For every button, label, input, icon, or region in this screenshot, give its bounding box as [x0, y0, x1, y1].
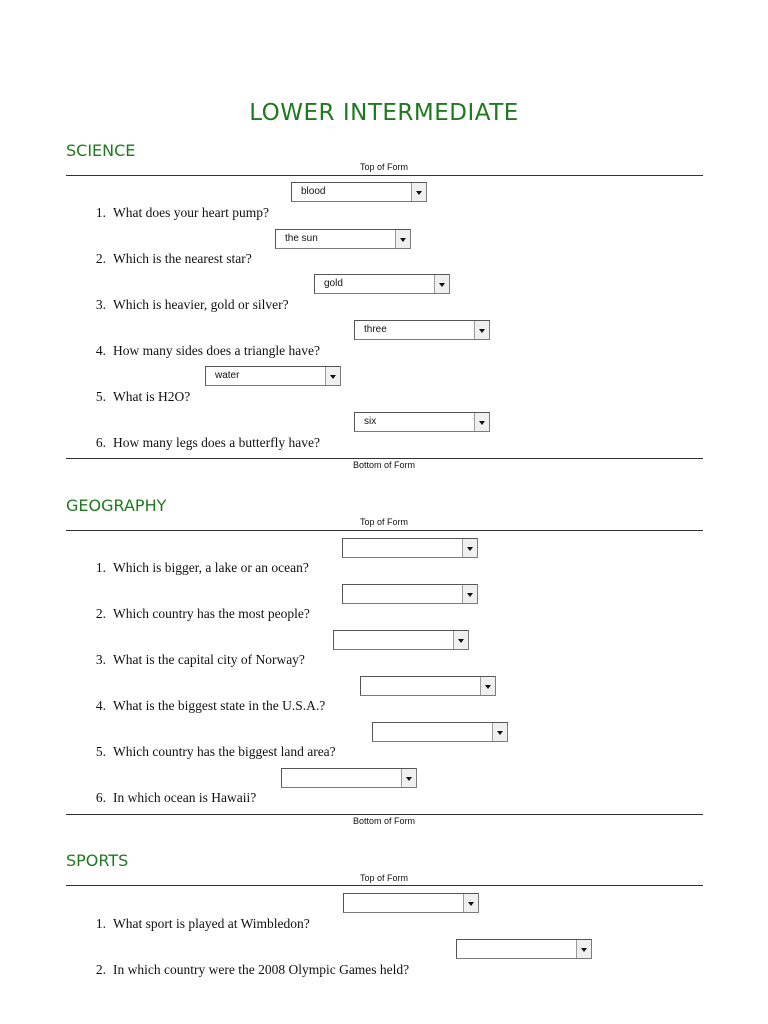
bottom-of-form-label: Bottom of Form: [352, 460, 415, 470]
section-title-geography: GEOGRAPHY: [66, 496, 167, 515]
question-number: 4.: [95, 343, 106, 358]
answer-select-hawaii-ocean[interactable]: [281, 768, 417, 788]
question-text: What is the biggest state in the U.S.A.?: [113, 698, 326, 713]
answer-select-lake-ocean[interactable]: [342, 538, 478, 558]
bottom-of-form-label: Bottom of Form: [352, 816, 415, 826]
question-number: 6.: [95, 790, 106, 805]
question-number: 3.: [95, 297, 106, 312]
chevron-down-icon[interactable]: [463, 894, 478, 912]
answer-select-heart-pump[interactable]: [291, 182, 427, 202]
chevron-down-icon[interactable]: [462, 539, 477, 557]
chevron-down-icon[interactable]: [453, 631, 468, 649]
chevron-down-icon[interactable]: [492, 723, 507, 741]
chevron-down-icon[interactable]: [480, 677, 495, 695]
chevron-down-icon[interactable]: [395, 230, 410, 248]
chevron-down-icon[interactable]: [474, 321, 489, 339]
answer-select-wimbledon[interactable]: [343, 893, 479, 913]
chevron-down-icon[interactable]: [401, 769, 416, 787]
question-text: What sport is played at Wimbledon?: [113, 916, 310, 931]
chevron-down-icon[interactable]: [576, 940, 591, 958]
question-number: 5.: [95, 744, 106, 759]
chevron-down-icon[interactable]: [474, 413, 489, 431]
question-text: What does your heart pump?: [113, 205, 269, 220]
top-of-form-label: Top of Form: [359, 162, 408, 172]
form-bottom-rule: [66, 814, 703, 815]
answer-select-h2o[interactable]: [205, 366, 341, 386]
form-top-rule: [66, 530, 703, 531]
answer-select-triangle-sides[interactable]: [354, 320, 490, 340]
answer-select-nearest-star[interactable]: [275, 229, 411, 249]
form-top-rule: [66, 175, 703, 176]
question-text: Which is heavier, gold or silver?: [113, 297, 289, 312]
question-number: 1.: [95, 560, 106, 575]
question-text: What is the capital city of Norway?: [113, 652, 305, 667]
answer-select-biggest-state[interactable]: [360, 676, 496, 696]
answer-select-norway-capital[interactable]: [333, 630, 469, 650]
answer-select-heavier[interactable]: [314, 274, 450, 294]
answer-select-butterfly-legs[interactable]: [354, 412, 490, 432]
selected-value: six: [364, 416, 377, 427]
selected-value: water: [215, 370, 240, 381]
top-of-form-label: Top of Form: [359, 873, 408, 883]
question-number: 4.: [95, 698, 106, 713]
question-text: Which is the nearest star?: [113, 251, 252, 266]
chevron-down-icon[interactable]: [411, 183, 426, 201]
top-of-form-label: Top of Form: [359, 517, 408, 527]
question-text: Which country has the biggest land area?: [113, 744, 336, 759]
question-text: Which country has the most people?: [113, 606, 310, 621]
answer-select-land-area[interactable]: [372, 722, 508, 742]
question-text: How many legs does a butterfly have?: [113, 435, 320, 450]
chevron-down-icon[interactable]: [462, 585, 477, 603]
chevron-down-icon[interactable]: [325, 367, 340, 385]
answer-select-most-people[interactable]: [342, 584, 478, 604]
section-title-science: SCIENCE: [66, 141, 136, 160]
question-number: 1.: [95, 205, 106, 220]
answer-select-olympics-2008[interactable]: [456, 939, 592, 959]
selected-value: gold: [324, 278, 343, 289]
question-number: 2.: [95, 606, 106, 621]
section-title-sports: SPORTS: [66, 851, 129, 870]
question-text: In which ocean is Hawaii?: [113, 790, 257, 805]
chevron-down-icon[interactable]: [434, 275, 449, 293]
question-number: 2.: [95, 962, 106, 977]
question-number: 1.: [95, 916, 106, 931]
selected-value: three: [364, 324, 387, 335]
question-text: Which is bigger, a lake or an ocean?: [113, 560, 309, 575]
selected-value: blood: [301, 186, 326, 197]
page-title: LOWER INTERMEDIATE: [249, 100, 519, 126]
form-top-rule: [66, 885, 703, 886]
question-number: 2.: [95, 251, 106, 266]
question-text: How many sides does a triangle have?: [113, 343, 320, 358]
question-text: What is H2O?: [113, 389, 191, 404]
selected-value: the sun: [285, 233, 318, 244]
question-number: 3.: [95, 652, 106, 667]
question-text: In which country were the 2008 Olympic Games held?: [113, 962, 410, 977]
question-number: 6.: [95, 435, 106, 450]
question-number: 5.: [95, 389, 106, 404]
form-bottom-rule: [66, 458, 703, 459]
